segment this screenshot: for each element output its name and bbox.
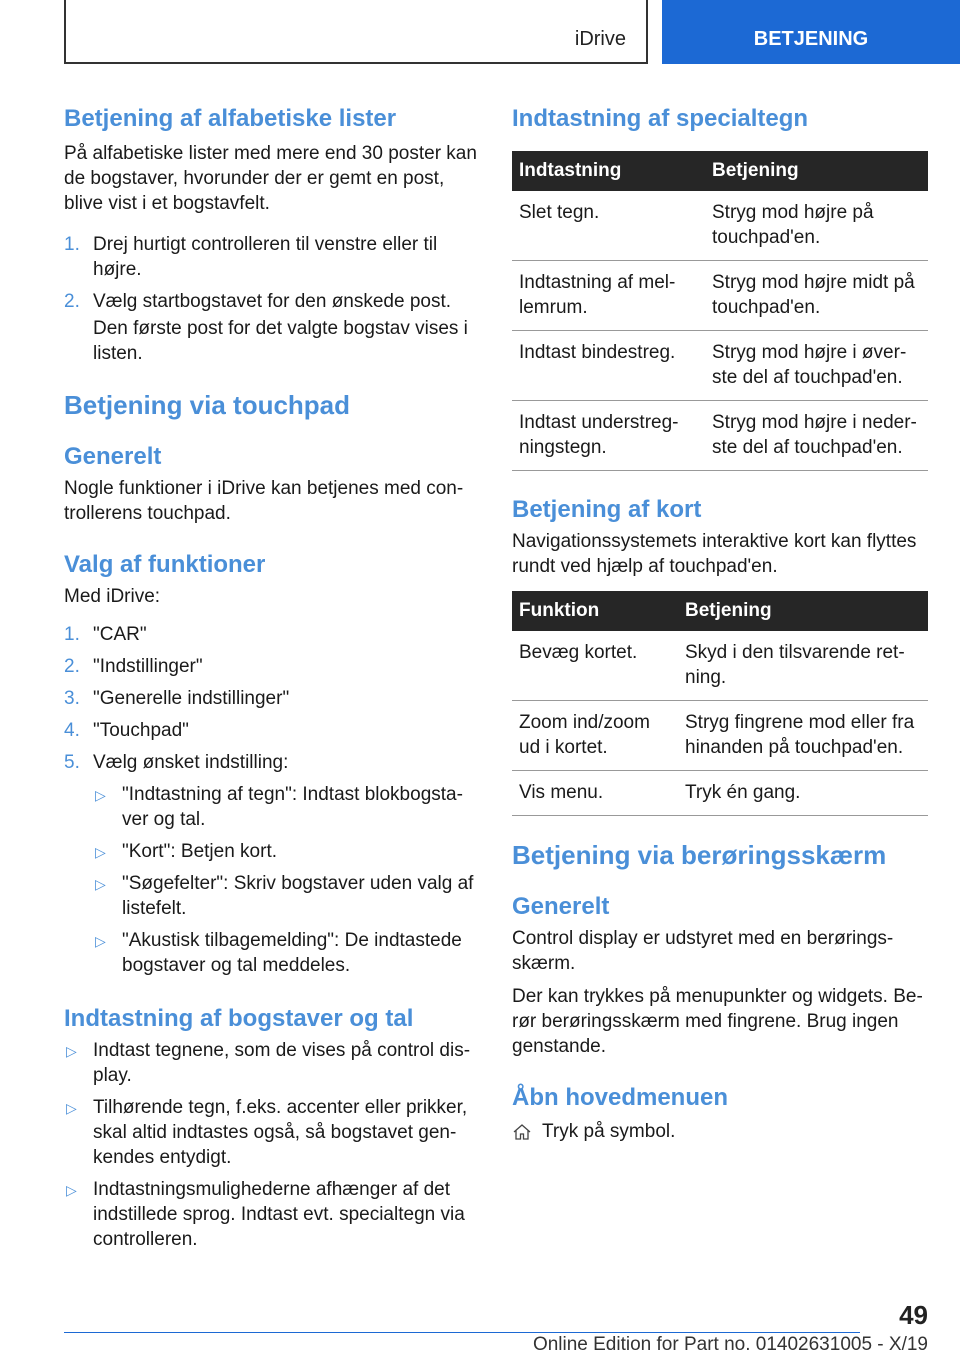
triangle-bullet-icon: ▷ <box>95 933 106 949</box>
table-row: Indtastning af mellemrum. Stryg mod højre midt på touchpad'en. <box>512 261 928 331</box>
column-header: Indtastning <box>512 151 705 191</box>
header-frame <box>64 0 648 64</box>
list-item: ▷ "Kort": Betjen kort. <box>93 839 480 864</box>
triangle-bullet-icon: ▷ <box>66 1182 77 1198</box>
heading-general-touchpad: Generelt <box>64 443 162 470</box>
list-item: 3. "Generelle indstillinger" <box>64 688 290 709</box>
triangle-bullet-icon: ▷ <box>95 787 106 803</box>
map-operation-text: Navigationssystemets interaktive kort kan flyttes rundt ved hjælp af touchpad'en. <box>512 531 917 577</box>
left-column <box>64 100 480 1259</box>
heading-alphabetic-lists: Betjening af alfabetiske lister <box>64 105 397 132</box>
alphabetic-lists-steps <box>64 232 480 314</box>
heading-letters-numbers: Indtastning af bogstaver og tal <box>64 1005 414 1032</box>
list-item: ▷ "Indtastning af tegn": Indtast blokbogstaver og tal. <box>95 784 463 830</box>
footer-divider <box>64 1332 860 1333</box>
heading-select-functions: Valg af funktioner <box>64 551 266 578</box>
header-chapter-tab[interactable]: BETJENING <box>662 0 960 64</box>
list-item: 5. Vælg ønsket indstilling: <box>64 752 289 773</box>
table-row: Bevæg kortet. Skyd i den tilsvarende retning. <box>512 631 928 701</box>
select-functions-intro: Med iDrive: <box>64 586 161 607</box>
touchscreen-text-2: Der kan trykkes på menupunkter og widgets. Berør berøringsskærm med fingrene. Brug ingen genstande. <box>512 986 923 1057</box>
column-header: Betjening <box>705 151 928 191</box>
list-item: ▷ Tilhørende tegn, f.eks. accenter eller prikker, skal altid indtastes også, så bogstavet genkendes entydigt. <box>66 1097 468 1168</box>
heading-touchscreen: Betjening via berøringsskærm <box>512 840 887 870</box>
table-header-row <box>512 151 928 191</box>
alphabetic-lists-note: Den første post for det valgte bogstav vises i listen. <box>93 318 468 364</box>
heading-general-touchscreen: Generelt <box>512 893 610 920</box>
select-functions-steps <box>64 622 480 775</box>
column-header: Funktion <box>512 591 678 631</box>
header-section: iDrive <box>574 28 626 50</box>
list-item: 4. "Touchpad" <box>64 720 189 741</box>
list-item: 1. "CAR" <box>64 624 147 645</box>
heading-special-chars: Indtastning af specialtegn <box>512 105 809 132</box>
list-item: 2. "Indstillinger" <box>64 656 203 677</box>
list-item: ▷ Indtast tegnene, som de vises på control display. <box>66 1040 471 1086</box>
triangle-bullet-icon: ▷ <box>95 876 106 892</box>
touchscreen-text-1: Control display er udstyret med en berøringsskærm. <box>512 928 894 974</box>
heading-touchpad: Betjening via touchpad <box>64 390 351 420</box>
list-item: ▷ Indtastningsmulighederne afhænger af det indstillede sprog. Indtast evt. specialtegn via controlleren. <box>66 1179 465 1250</box>
right-column <box>512 100 928 1144</box>
table-row: Vis menu. Tryk én gang. <box>512 771 928 816</box>
table-row: Zoom ind/zoom ud i kortet. Stryg fingrene mod eller fra hinanden på touchpad'en. <box>512 701 928 771</box>
footer-edition: Online Edition for Part no. 01402631005 - X/19 <box>532 1334 928 1355</box>
triangle-bullet-icon: ▷ <box>66 1043 77 1059</box>
main-menu-instruction <box>512 1119 928 1144</box>
table-row: Slet tegn. Stryg mod højre på touchpad'en. <box>512 191 928 261</box>
alphabetic-lists-intro: På alfabetiske lister med mere end 30 poster kan de bogstaver, hvorunder der er gemt en post, blive vist i et bogstavfelt. <box>64 143 477 214</box>
list-item: 1. Drej hurtigt controlleren til venstre eller til højre. <box>64 234 438 280</box>
setting-options <box>93 782 480 978</box>
letters-numbers-list <box>64 1038 480 1252</box>
list-item: ▷ "Søgefelter": Skriv bogstaver uden valg af listefelt. <box>95 873 474 919</box>
heading-open-main-menu: Åbn hovedmenuen <box>512 1084 729 1111</box>
table-row: Indtast understregningstegn. Stryg mod højre i nederste del af touchpad'en. <box>512 401 928 471</box>
heading-map-operation: Betjening af kort <box>512 496 702 523</box>
triangle-bullet-icon: ▷ <box>66 1100 77 1116</box>
page-number: 49 <box>899 1300 928 1330</box>
table-row: Indtast bindestreg. Stryg mod højre i øverste del af touchpad'en. <box>512 331 928 401</box>
list-item: ▷ "Akustisk tilbagemelding": De indtastede bogstaver og tal meddeles. <box>95 930 462 976</box>
column-header: Betjening <box>678 591 928 631</box>
triangle-bullet-icon: ▷ <box>95 844 106 860</box>
home-icon <box>512 1122 532 1142</box>
main-menu-text: Tryk på symbol. <box>542 1121 676 1142</box>
special-chars-table <box>512 151 928 471</box>
table-header-row <box>512 591 928 631</box>
list-item: 2. Vælg startbogstavet for den ønskede post. <box>64 291 452 312</box>
general-touchpad-text: Nogle funktioner i iDrive kan betjenes med controllerens touchpad. <box>64 478 464 524</box>
map-operation-table <box>512 591 928 816</box>
